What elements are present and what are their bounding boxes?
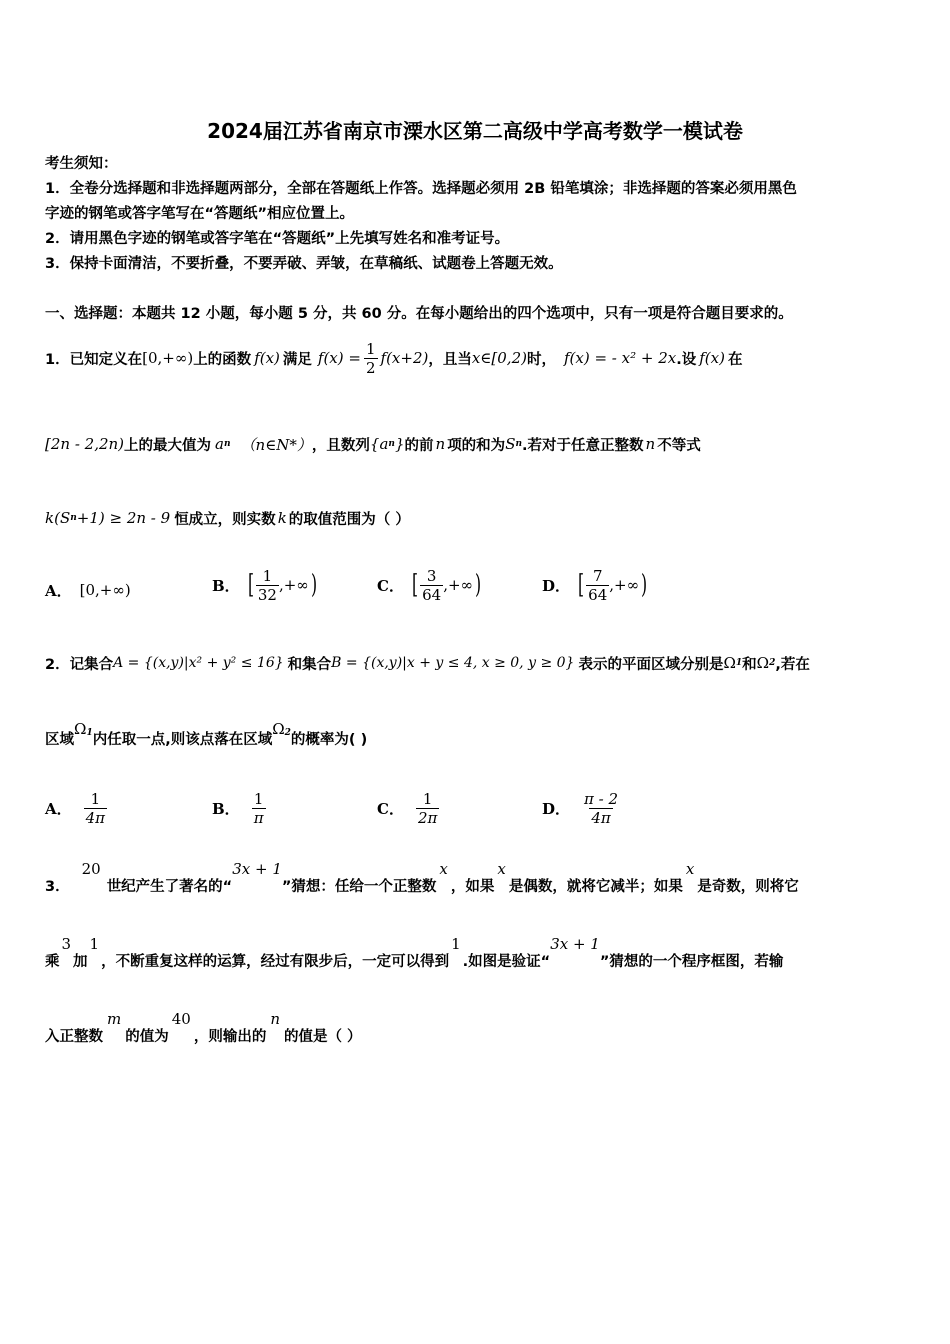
q2-text-7: 的概率为( ) — [290, 731, 368, 748]
q3-text-11: 入正整数 — [45, 1029, 103, 1045]
q1-option-d-left-bracket: [ — [578, 570, 585, 600]
q1-text-6: 在 — [727, 351, 743, 368]
q2-text-2: 表示的平面区域分别是 — [578, 656, 724, 673]
q2-option-a-numerator: 1 — [90, 789, 101, 808]
q1-an: a — [215, 435, 224, 453]
q2-option-c-denominator: 2π — [417, 808, 438, 827]
q3-x-1: x — [439, 860, 448, 878]
q2-option-d[interactable] — [542, 780, 620, 836]
q2-option-b-denominator: π — [253, 808, 264, 827]
section-1-header: 一、选择题：本题共 12 小题，每小题 5 分，共 60 分。在每小题给出的四个选项中，只有一项是符合题目要求的。 — [45, 306, 793, 322]
q3-n: n — [270, 1010, 280, 1028]
q2-option-d-numerator: π - 2 — [584, 789, 619, 808]
q1-text-7: 上的最大值为 — [124, 437, 212, 454]
q3-text-7: 加 — [73, 954, 88, 970]
q3-text-3: ，如果 — [450, 879, 495, 895]
q3-one-b: 1 — [451, 935, 461, 953]
q1-n-1: n — [435, 435, 446, 453]
q1-number: 1．已知定义在 — [45, 351, 143, 368]
q2-option-a-denominator: 4π — [85, 808, 106, 827]
q3-m: m — [107, 1010, 122, 1028]
q1-option-d-numerator: 7 — [592, 566, 603, 585]
q2-omega-2: Ω — [756, 654, 770, 672]
q1-option-d-label: D． — [542, 576, 571, 595]
q1-text-2: 满足 — [282, 351, 312, 368]
q1-an-subscript: n — [223, 439, 231, 449]
q3-forty: 40 — [171, 1010, 191, 1028]
q2-line-2 — [45, 720, 367, 756]
q1-eq-lhs: f(x) = — [317, 349, 361, 367]
q1-text-5: .设 — [676, 351, 697, 368]
notice-item-1-line-1: 1．全卷分选择题和非选择题两部分，全部在答题纸上作答。选择题必须用 2B 铅笔填涂；非选择题的答案必须用黑色 — [45, 181, 797, 197]
q3-text-12: 的值为 — [125, 1029, 169, 1045]
q3-text-8: ，不断重复这样的运算，经过有限步后，一定可以得到 — [101, 954, 450, 970]
q2-option-d-fraction — [582, 790, 620, 827]
q2-omega-4: Ω — [272, 720, 285, 738]
q1-domain: [0,+∞) — [142, 349, 194, 367]
q3-text-4: 是偶数，就将它减半；如果 — [508, 879, 683, 895]
q2-option-d-denominator: 4π — [591, 808, 611, 827]
q3-text-14: 的值是（ ） — [284, 1029, 362, 1045]
q2-set-a: A = {(x,y)|x² + y² ≤ 16} — [113, 655, 284, 671]
q1-option-d-denominator: 64 — [588, 585, 608, 604]
q1-sequence-subscript: n — [388, 439, 395, 449]
q1-option-d-tail: ,+∞ — [609, 576, 640, 594]
notice-heading: 考生须知： — [45, 156, 118, 172]
q1-fx: f(x) — [254, 349, 280, 367]
q1-inequality-a: k(S — [45, 509, 71, 527]
q2-option-c-fraction — [416, 790, 439, 827]
q1-option-a[interactable] — [45, 565, 131, 615]
q2-option-a[interactable] — [45, 780, 107, 836]
q2-option-d-label: D． — [542, 799, 571, 818]
q2-set-b: B = {(x,y)|x + y ≤ 4, x ≥ 0, y ≥ 0} — [331, 655, 575, 671]
q3-number: 3． — [45, 879, 70, 895]
q3-x-3: x — [685, 860, 695, 878]
q2-line-1 — [45, 645, 810, 681]
q2-omega-3-sub: 1 — [86, 728, 93, 738]
q1-option-d[interactable] — [542, 560, 649, 610]
q1-option-b-denominator: 32 — [257, 585, 277, 604]
q1-sn-subscript: n — [515, 439, 523, 449]
q1-option-b-left-bracket: [ — [247, 570, 254, 600]
q1-option-c-denominator: 64 — [422, 585, 442, 604]
q1-eq-fraction — [364, 340, 378, 377]
q3-line-3 — [45, 1010, 362, 1046]
q1-eq-numerator: 1 — [365, 339, 376, 358]
q2-text-4: ,若在 — [775, 656, 810, 673]
q1-line-3 — [45, 502, 410, 534]
q1-option-a-label: A． — [45, 581, 72, 600]
q2-omega-1: Ω — [723, 654, 736, 672]
q3-three: 3 — [61, 935, 72, 953]
q1-inequality-subscript: n — [70, 513, 77, 523]
q2-text-1: 和集合 — [287, 656, 332, 673]
q1-option-a-value: [0,+∞) — [79, 581, 131, 599]
q1-n-in-natural: （n∈N*） — [240, 435, 312, 454]
q1-sequence-close: } — [394, 435, 405, 453]
q1-text-13: 恒成立，则实数 — [174, 511, 276, 528]
q1-text-3: ，且当 — [428, 351, 472, 368]
q2-option-c-label: C． — [377, 799, 404, 818]
q2-text-3: 和 — [742, 656, 757, 673]
q3-text-5: 是奇数，则将它 — [697, 879, 799, 895]
q1-interval: [2n - 2,2n) — [45, 435, 125, 453]
q3-text-6: 乘 — [45, 954, 60, 970]
q2-option-b-fraction — [252, 790, 266, 827]
q1-option-c-label: C． — [377, 576, 404, 595]
q1-text-12: 不等式 — [657, 437, 701, 454]
q1-line-1 — [45, 338, 742, 378]
q1-definition: f(x) = - x² + 2x — [563, 349, 677, 367]
q1-k: k — [277, 509, 287, 527]
q3-formula-1: 3x + 1 — [232, 860, 282, 878]
q1-option-c-left-bracket: [ — [411, 570, 419, 600]
q3-text-2: ”猜想：任给一个正整数 — [281, 879, 437, 895]
q1-eq-rhs: f(x+2) — [380, 349, 429, 367]
q1-option-c-tail: ,+∞ — [443, 576, 474, 594]
q2-option-a-label: A． — [45, 799, 72, 818]
q2-option-b-numerator: 1 — [253, 789, 264, 808]
q2-omega-4-sub: 2 — [284, 728, 291, 738]
q2-option-b-label: B． — [212, 799, 240, 818]
q1-option-b[interactable] — [212, 560, 319, 610]
q1-condition: x∈[0,2) — [471, 349, 527, 367]
notice-item-2: 2．请用黑色字迹的钢笔或答字笔在“答题纸”上先填写姓名和准考证号。 — [45, 231, 510, 247]
q3-text-13: ，则输出的 — [193, 1029, 267, 1045]
q2-option-c[interactable] — [377, 780, 439, 836]
q1-option-b-fraction — [256, 567, 279, 604]
q2-text-5: 区域 — [45, 731, 74, 748]
q3-x-2: x — [497, 860, 506, 878]
q1-n-2: n — [645, 435, 656, 453]
q1-text-8: ，且数列 — [311, 437, 370, 454]
q1-option-b-right-bracket: ) — [310, 570, 317, 600]
q3-one: 1 — [89, 935, 100, 953]
q1-line-2 — [45, 428, 701, 460]
q1-option-c[interactable] — [377, 560, 483, 610]
q1-option-b-numerator: 1 — [262, 566, 273, 585]
q3-text-10: ”猜想的一个程序框图，若输 — [599, 954, 784, 970]
q1-option-c-right-bracket: ) — [475, 570, 482, 600]
q1-option-b-label: B． — [212, 576, 240, 595]
q1-option-b-tail: ,+∞ — [278, 576, 309, 594]
q1-option-d-fraction — [586, 567, 609, 604]
notice-item-1-line-2: 字迹的钢笔或答字笔写在“答题纸”相应位置上。 — [45, 206, 355, 222]
q1-sequence: {a — [369, 435, 389, 453]
q2-omega-3: Ω — [74, 720, 87, 738]
q1-text-1: 上的函数 — [193, 351, 252, 368]
q1-text-14: 的取值范围为（ ） — [288, 511, 410, 528]
q1-text-4: 时， — [526, 351, 556, 368]
q3-formula-2: 3x + 1 — [550, 935, 600, 953]
notice-item-3: 3．保持卡面清洁，不要折叠，不要弄破、弄皱，在草稿纸、试题卷上答题无效。 — [45, 256, 563, 272]
q1-sn: S — [505, 435, 516, 453]
q1-text-11: .若对于任意正整数 — [522, 437, 644, 454]
q2-option-c-numerator: 1 — [422, 789, 433, 808]
q1-inequality-b: +1) ≥ 2n - 9 — [76, 509, 171, 527]
q1-fx-2: f(x) — [699, 349, 725, 367]
q2-option-b[interactable] — [212, 780, 266, 836]
q3-text-9: .如图是验证“ — [462, 954, 551, 970]
q1-option-c-numerator: 3 — [426, 566, 437, 585]
q1-eq-denominator: 2 — [365, 358, 376, 377]
q3-twenty: 20 — [81, 860, 101, 878]
q1-text-10: 项的和为 — [447, 437, 506, 454]
q1-text-9: 的前 — [404, 437, 434, 454]
q3-text-1: 世纪产生了著名的“ — [106, 879, 233, 895]
q1-option-c-fraction — [420, 567, 443, 604]
q2-option-a-fraction — [84, 790, 107, 827]
q3-line-1 — [45, 860, 799, 896]
q3-line-2 — [45, 935, 783, 971]
page-title: 2024届江苏省南京市溧水区第二高级中学高考数学一模试卷 — [207, 119, 743, 143]
q2-omega-2-sub: 2 — [769, 658, 776, 668]
q2-omega-1-sub: 1 — [735, 658, 743, 668]
q1-option-d-right-bracket: ) — [641, 570, 648, 600]
q2-text-6: 内任取一点,则该点落在区域 — [92, 731, 273, 748]
q2-number: 2．记集合 — [45, 656, 114, 673]
